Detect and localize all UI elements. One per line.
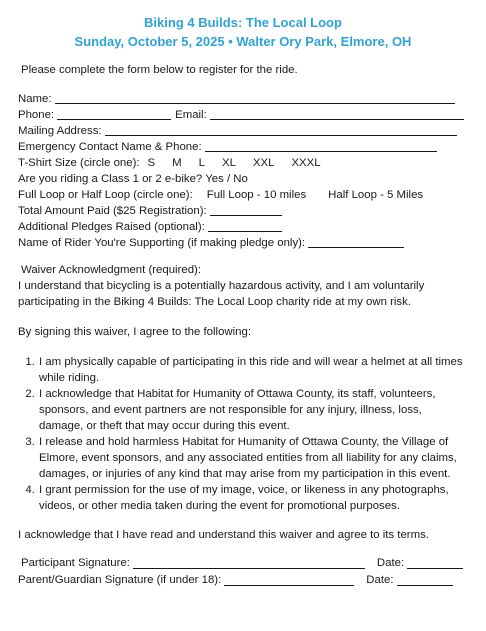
rider-row	[18, 235, 468, 251]
pledges-field[interactable]	[208, 220, 282, 232]
loop-full-option[interactable]: Full Loop - 10 miles	[206, 189, 307, 201]
guardian-date-label: Date:	[366, 574, 394, 586]
participant-signature-field[interactable]	[133, 557, 365, 569]
tshirt-size-xxl[interactable]: XXL	[252, 157, 275, 169]
pledges-label: Additional Pledges Raised (optional):	[18, 221, 205, 233]
emergency-row	[18, 139, 468, 155]
waiver-terms-list	[18, 354, 468, 514]
guardian-signature-field[interactable]	[224, 574, 354, 586]
phone-label: Phone:	[18, 109, 55, 121]
guardian-signature-row	[18, 572, 468, 589]
emergency-label: Emergency Contact Name & Phone:	[18, 141, 202, 153]
guardian-date-field[interactable]	[397, 574, 453, 586]
email-label: Email:	[175, 109, 207, 121]
name-row	[18, 91, 468, 107]
participant-date-field[interactable]	[407, 557, 463, 569]
email-field[interactable]	[210, 108, 464, 120]
tshirt-label: T-Shirt Size (circle one):	[18, 157, 140, 169]
waiver-term: 1. I am physically capable of participating in this ride and will wear a helmet at all times while riding.	[38, 354, 468, 386]
event-title: Biking 4 Builds: The Local Loop	[144, 15, 342, 30]
total-label: Total Amount Paid ($25 Registration):	[18, 205, 207, 217]
tshirt-size-l[interactable]: L	[198, 157, 205, 169]
emergency-contact-field[interactable]	[205, 140, 437, 152]
ebike-question[interactable]: Are you riding a Class 1 or 2 e-bike? Yes / No	[18, 173, 248, 185]
name-label: Name:	[18, 93, 52, 105]
waiver-term: 4. I grant permission for the use of my image, voice, or likeness in any photographs, videos, or other media taken during the event for promotional purposes.	[38, 482, 468, 514]
guardian-signature-label: Parent/Guardian Signature (if under 18):	[18, 574, 222, 586]
name-field[interactable]	[55, 92, 455, 104]
signature-section	[18, 555, 468, 589]
phone-field[interactable]	[57, 108, 171, 120]
waiver-acknowledgment: I acknowledge that I have read and understand this waiver and agree to its terms.	[18, 529, 429, 541]
tshirt-size-m[interactable]: M	[172, 157, 182, 169]
intro-text: Please complete the form below to register for the ride.	[21, 64, 298, 76]
event-subtitle: Sunday, October 5, 2025 • Walter Ory Park, Elmore, OH	[74, 34, 412, 49]
waiver-title: Waiver Acknowledgment (required):	[21, 264, 202, 276]
participant-signature-row	[18, 555, 468, 572]
loop-row	[18, 187, 468, 203]
rider-supported-field[interactable]	[308, 236, 404, 248]
rider-label: Name of Rider You're Supporting (if making pledge only):	[18, 237, 306, 249]
mailing-row	[18, 123, 468, 139]
mailing-label: Mailing Address:	[18, 125, 102, 137]
waiver-term: 3. I release and hold harmless Habitat for Humanity of Ottawa County, the Village of Elmore, event sponsors, and any associated entities from all liability for any claims, damages, or injuries of any kind that may arise from my participation in this event.	[38, 434, 468, 482]
waiver-term: 2. I acknowledge that Habitat for Humanity of Ottawa County, its staff, volunteers, sponsors, and event partners are not responsible for any injury, illness, loss, damage, or theft that may occur during this event.	[38, 386, 468, 434]
loop-label: Full Loop or Half Loop (circle one):	[18, 189, 193, 201]
mailing-address-field[interactable]	[105, 124, 457, 136]
ebike-row	[18, 171, 468, 187]
registration-fields	[18, 91, 468, 251]
loop-half-option[interactable]: Half Loop - 5 Miles	[328, 189, 424, 201]
phone-email-row	[18, 107, 468, 123]
tshirt-size-xxxl[interactable]: XXXL	[291, 157, 321, 169]
participant-signature-label: Participant Signature:	[21, 557, 130, 569]
participant-date-label: Date:	[376, 557, 405, 569]
waiver-signing-text: By signing this waiver, I agree to the following:	[18, 326, 252, 338]
total-paid-field[interactable]	[210, 204, 282, 216]
pledges-row	[18, 219, 468, 235]
tshirt-size-xl[interactable]: XL	[221, 157, 236, 169]
total-row	[18, 203, 468, 219]
tshirt-size-s[interactable]: S	[147, 157, 156, 169]
waiver-intro: I understand that bicycling is a potentially hazardous activity, and I am voluntarily participating in the Biking 4 Builds: The Local Loop charity ride at my own risk.	[18, 280, 425, 308]
tshirt-row	[18, 155, 468, 171]
